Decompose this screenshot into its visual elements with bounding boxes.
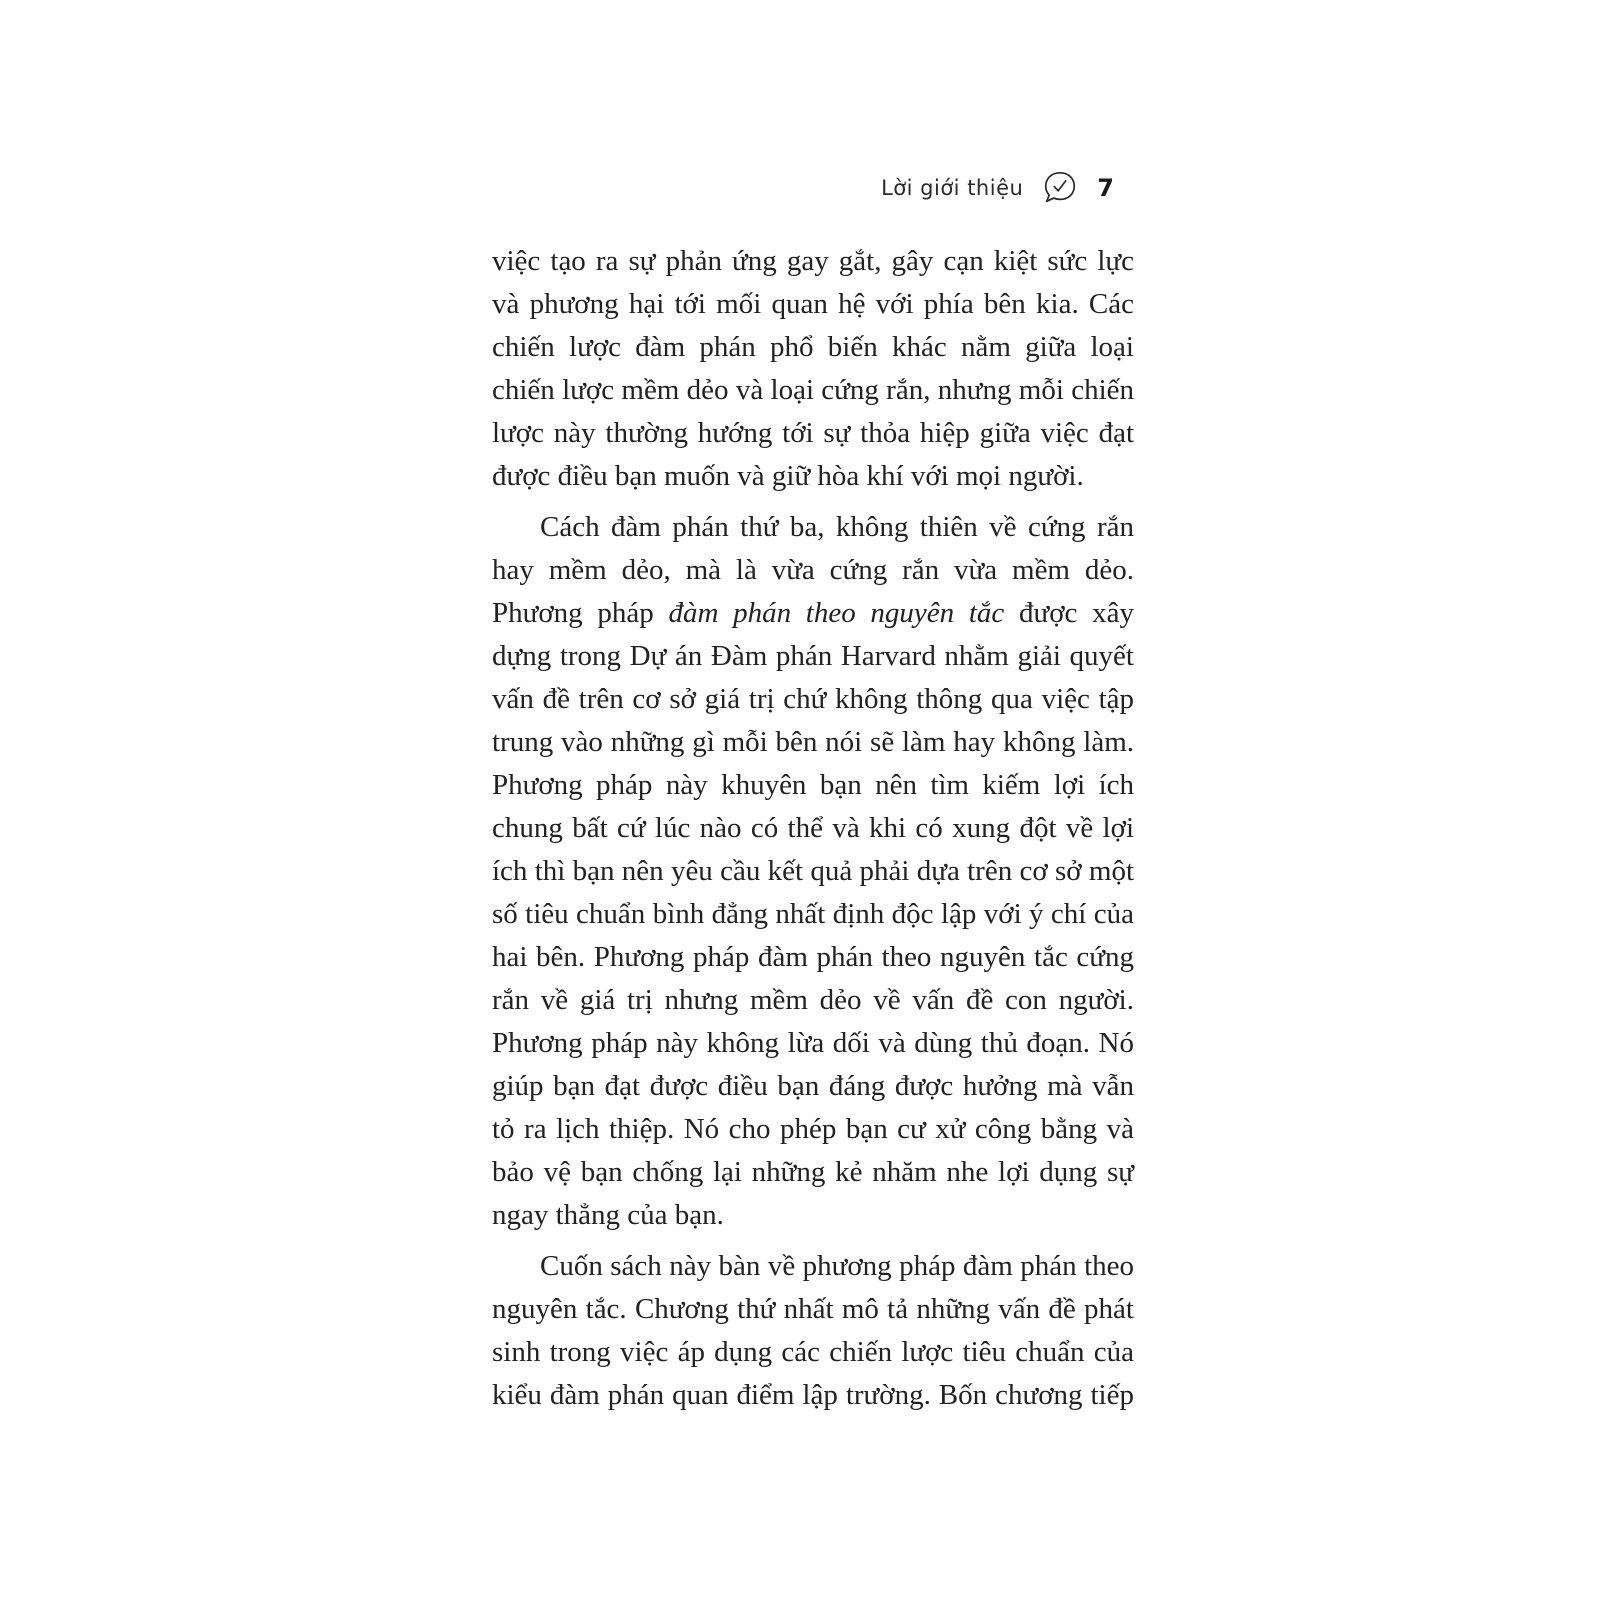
page-number: 7 (1097, 174, 1114, 202)
body-text (492, 240, 1134, 1425)
chapter-title: Lời giới thiệu (881, 176, 1024, 200)
paragraph-3: Cuốn sách này bàn về phương pháp đàm phán theo nguyên tắc. Chương thứ nhất mô tả những vấn đề phát sinh trong việc áp dụng các chiến lược tiêu chuẩn của kiểu đàm phán quan điểm lập trường. Bốn chương tiếp (492, 1250, 1134, 1411)
paragraph-2-italic-term: đàm phán theo nguyên tắc (668, 597, 1005, 629)
running-header (881, 168, 1114, 208)
speech-bubble-check-icon (1041, 169, 1079, 207)
paragraph-2-part-2: được xây dựng trong Dự án Đàm phán Harvard nhằm giải quyết vấn đề trên cơ sở giá trị chứ không thông qua việc tập trung vào những gì mỗi bên nói sẽ làm hay không làm. Phương pháp này khuyên bạn nên tìm kiếm lợi ích chung bất cứ lúc nào có thể và khi có xung đột về lợi ích thì bạn nên yêu cầu kết quả phải dựa trên cơ sở một số tiêu chuẩn bình đẳng nhất định độc lập với ý chí của hai bên. Phương pháp đàm phán theo nguyên tắc cứng rắn về giá trị nhưng mềm dẻo về vấn đề con người. Phương pháp này không lừa dối và dùng thủ đoạn. Nó giúp bạn đạt được điều bạn đáng được hưởng mà vẫn tỏ ra lịch thiệp. Nó cho phép bạn cư xử công bằng và bảo vệ bạn chống lại những kẻ nhăm nhe lợi dụng sự ngay thẳng của bạn. (492, 597, 1134, 1231)
paragraph-2 (492, 506, 1134, 1237)
paragraph-1: việc tạo ra sự phản ứng gay gắt, gây cạn kiệt sức lực và phương hại tới mối quan hệ với phía bên kia. Các chiến lược đàm phán phổ biến khác nằm giữa loại chiến lược mềm dẻo và loại cứng rắn, nhưng mỗi chiến lược này thường hướng tới sự thỏa hiệp giữa việc đạt được điều bạn muốn và giữ hòa khí với mọi người. (492, 245, 1134, 492)
paragraph-2-part-1: Cách đàm phán thứ ba, không thiên về cứng rắn hay mềm dẻo, mà là vừa cứng rắn vừa mềm dẻo. Phương pháp (492, 511, 1134, 629)
